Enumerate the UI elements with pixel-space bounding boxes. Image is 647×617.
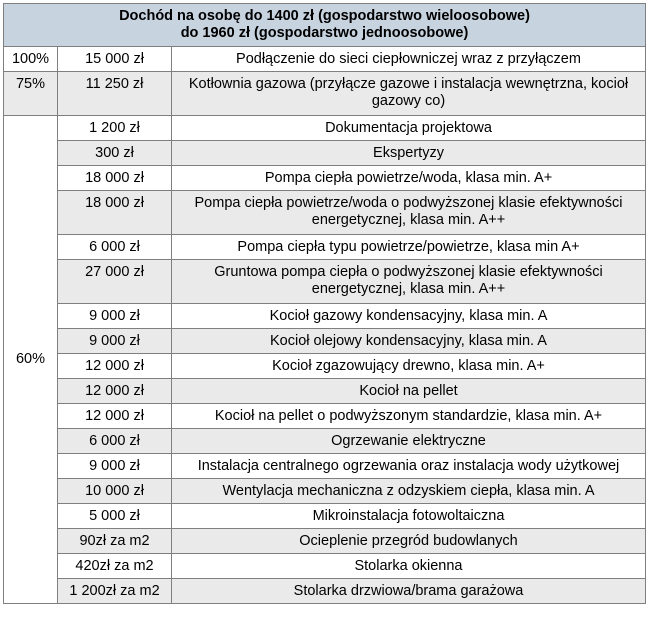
- table-row: [4, 72, 646, 116]
- amount-cell: 9 000 zł: [58, 329, 172, 354]
- table-row: [4, 141, 646, 166]
- table-row: [4, 191, 646, 235]
- description-cell: Pompa ciepła powietrze/woda o podwyższonej klasie efektywności energetycznej, klasa min. A++: [172, 191, 646, 235]
- amount-cell: 12 000 zł: [58, 404, 172, 429]
- table-row: [4, 529, 646, 554]
- table-row: [4, 379, 646, 404]
- table-row: [4, 329, 646, 354]
- amount-cell: 12 000 zł: [58, 379, 172, 404]
- table-row: [4, 429, 646, 454]
- table-row: [4, 354, 646, 379]
- amount-cell: 18 000 zł: [58, 191, 172, 235]
- table-row: [4, 579, 646, 604]
- table-row: [4, 116, 646, 141]
- description-cell: Kocioł zgazowujący drewno, klasa min. A+: [172, 354, 646, 379]
- amount-cell: 9 000 zł: [58, 304, 172, 329]
- description-cell: Instalacja centralnego ogrzewania oraz instalacja wody użytkowej: [172, 454, 646, 479]
- percent-cell: 100%: [4, 47, 58, 72]
- subsidy-table: [3, 3, 646, 604]
- table-row: [4, 504, 646, 529]
- percent-cell: 75%: [4, 72, 58, 116]
- description-cell: Pompa ciepła powietrze/woda, klasa min. A+: [172, 166, 646, 191]
- table-row: [4, 235, 646, 260]
- amount-cell: 10 000 zł: [58, 479, 172, 504]
- description-cell: Kocioł na pellet: [172, 379, 646, 404]
- table-row: [4, 166, 646, 191]
- description-cell: Podłączenie do sieci ciepłowniczej wraz z przyłączem: [172, 47, 646, 72]
- amount-cell: 300 zł: [58, 141, 172, 166]
- description-cell: Kocioł gazowy kondensacyjny, klasa min. A: [172, 304, 646, 329]
- table-row: [4, 479, 646, 504]
- table-header: [4, 4, 646, 47]
- amount-cell: 1 200 zł: [58, 116, 172, 141]
- description-cell: Kocioł na pellet o podwyższonym standardzie, klasa min. A+: [172, 404, 646, 429]
- amount-cell: 27 000 zł: [58, 260, 172, 304]
- table-header-row: [4, 4, 646, 47]
- description-cell: Pompa ciepła typu powietrze/powietrze, klasa min A+: [172, 235, 646, 260]
- amount-cell: 11 250 zł: [58, 72, 172, 116]
- table-row: [4, 554, 646, 579]
- description-cell: Wentylacja mechaniczna z odzyskiem ciepła, klasa min. A: [172, 479, 646, 504]
- amount-cell: 15 000 zł: [58, 47, 172, 72]
- amount-cell: 9 000 zł: [58, 454, 172, 479]
- table-row: [4, 304, 646, 329]
- description-cell: Mikroinstalacja fotowoltaiczna: [172, 504, 646, 529]
- amount-cell: 420zł za m2: [58, 554, 172, 579]
- description-cell: Kotłownia gazowa (przyłącze gazowe i instalacja wewnętrzna, kocioł gazowy co): [172, 72, 646, 116]
- description-cell: Stolarka okienna: [172, 554, 646, 579]
- description-cell: Ekspertyzy: [172, 141, 646, 166]
- amount-cell: 6 000 zł: [58, 235, 172, 260]
- description-cell: Gruntowa pompa ciepła o podwyższonej klasie efektywności energetycznej, klasa min. A++: [172, 260, 646, 304]
- amount-cell: 12 000 zł: [58, 354, 172, 379]
- subsidy-table-container: [3, 3, 645, 604]
- description-cell: Ocieplenie przegród budowlanych: [172, 529, 646, 554]
- description-cell: Dokumentacja projektowa: [172, 116, 646, 141]
- table-row: [4, 454, 646, 479]
- table-body: [4, 47, 646, 604]
- table-row: [4, 47, 646, 72]
- table-row: [4, 404, 646, 429]
- table-row: [4, 260, 646, 304]
- amount-cell: 18 000 zł: [58, 166, 172, 191]
- header-line-1: Dochód na osobę do 1400 zł (gospodarstwo wieloosobowe): [119, 8, 530, 24]
- percent-cell: 60%: [4, 116, 58, 604]
- amount-cell: 1 200zł za m2: [58, 579, 172, 604]
- amount-cell: 6 000 zł: [58, 429, 172, 454]
- amount-cell: 5 000 zł: [58, 504, 172, 529]
- description-cell: Stolarka drzwiowa/brama garażowa: [172, 579, 646, 604]
- header-line-2: do 1960 zł (gospodarstwo jednoosobowe): [180, 25, 469, 41]
- description-cell: Ogrzewanie elektryczne: [172, 429, 646, 454]
- amount-cell: 90zł za m2: [58, 529, 172, 554]
- description-cell: Kocioł olejowy kondensacyjny, klasa min. A: [172, 329, 646, 354]
